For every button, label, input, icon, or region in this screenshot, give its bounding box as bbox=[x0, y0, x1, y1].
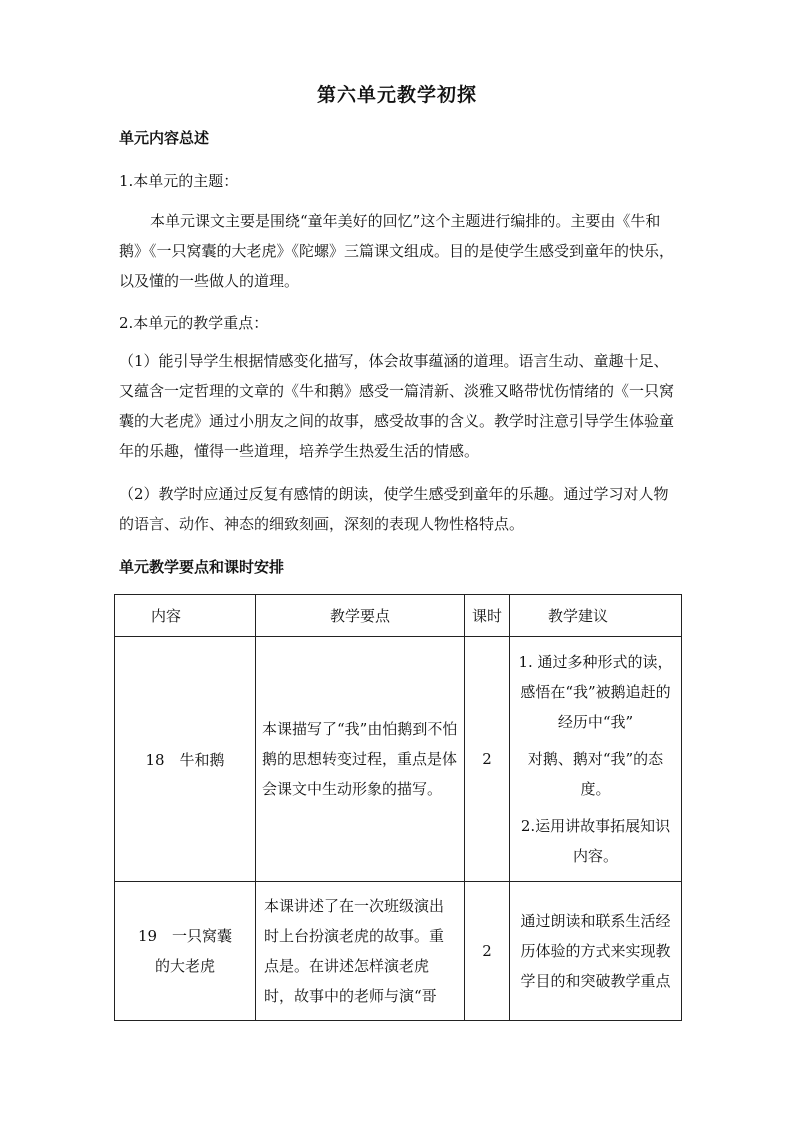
row-content: 18 牛和鹅 bbox=[115, 637, 256, 882]
section-heading-schedule: 单元教学要点和课时安排 bbox=[119, 558, 285, 576]
row-points-text: 本课讲述了在一次班级演出时上台扮演老虎的故事。重点是。在讲述怎样演老虎时，故事中的老师与演“哥 bbox=[264, 897, 445, 1005]
row-hours: 2 bbox=[465, 637, 510, 882]
row-suggestions bbox=[510, 882, 682, 1021]
row-points-text: 本课描写了“我”由怕鹅到不怕鹅的思想转变过程，重点是体会课文中生动形象的描写。 bbox=[262, 720, 458, 798]
suggestion-line: 对鹅、鹅对“我”的态度。 bbox=[527, 750, 664, 798]
row-suggestions bbox=[510, 637, 682, 882]
row-content bbox=[115, 882, 256, 1021]
row-points bbox=[256, 637, 465, 882]
document-title: 第六单元教学初探 bbox=[316, 84, 477, 106]
header-points: 教学要点 bbox=[256, 595, 465, 637]
table-header-row bbox=[115, 595, 682, 637]
suggestion-line: 通过朗读和联系生活经历体验的方式来实现教学目的和突破教学重点 bbox=[520, 912, 671, 990]
focus-paragraph-1: （1）能引导学生根据情感变化描写，体会故事蕴涵的道理。语言生动、童趣十足、又蕴含一定哲理的文章的《牛和鹅》感受一篇清新、淡雅又略带忧伤情绪的《一只窝囊的大老虎》通过小朋友之间的故事，感受故事的含义。教学时注意引导学生体验童年的乐趣，懂得一些道理，培养学生热爱生活的情感。 bbox=[119, 352, 675, 460]
row-content-text: 19 一只窝囊的大老虎 bbox=[137, 927, 233, 975]
row-points bbox=[256, 882, 465, 1021]
header-hours: 课时 bbox=[465, 595, 510, 637]
header-suggestions: 教学建议 bbox=[510, 595, 682, 637]
focus-paragraph-2: （2）教学时应通过反复有感情的朗读，使学生感受到童年的乐趣。通过学习对人物的语言、动作、神态的细致刻画，深刻的表现人物性格特点。 bbox=[119, 485, 669, 533]
section-heading-overview: 单元内容总述 bbox=[119, 129, 210, 147]
suggestion-line: 2.运用讲故事拓展知识内容。 bbox=[520, 817, 671, 865]
focus-heading: 2.本单元的教学重点： bbox=[119, 314, 269, 332]
table-row bbox=[115, 882, 682, 1021]
lesson-schedule-table bbox=[114, 594, 682, 1021]
header-content: 内容 bbox=[115, 595, 256, 637]
row-hours: 2 bbox=[465, 882, 510, 1021]
theme-paragraph: 本单元课文主要是围绕“童年美好的回忆”这个主题进行编排的。主要由《牛和鹅》《一只窝囊的大老虎》《陀螺》三篇课文组成。目的是使学生感受到童年的快乐，以及懂的一些做人的道理。 bbox=[119, 212, 675, 290]
table-row bbox=[115, 637, 682, 882]
suggestion-line: 1. 通过多种形式的读，感悟在“我”被鹅追赶的经历中“我” bbox=[518, 653, 673, 731]
theme-heading: 1.本单元的主题： bbox=[119, 172, 239, 190]
